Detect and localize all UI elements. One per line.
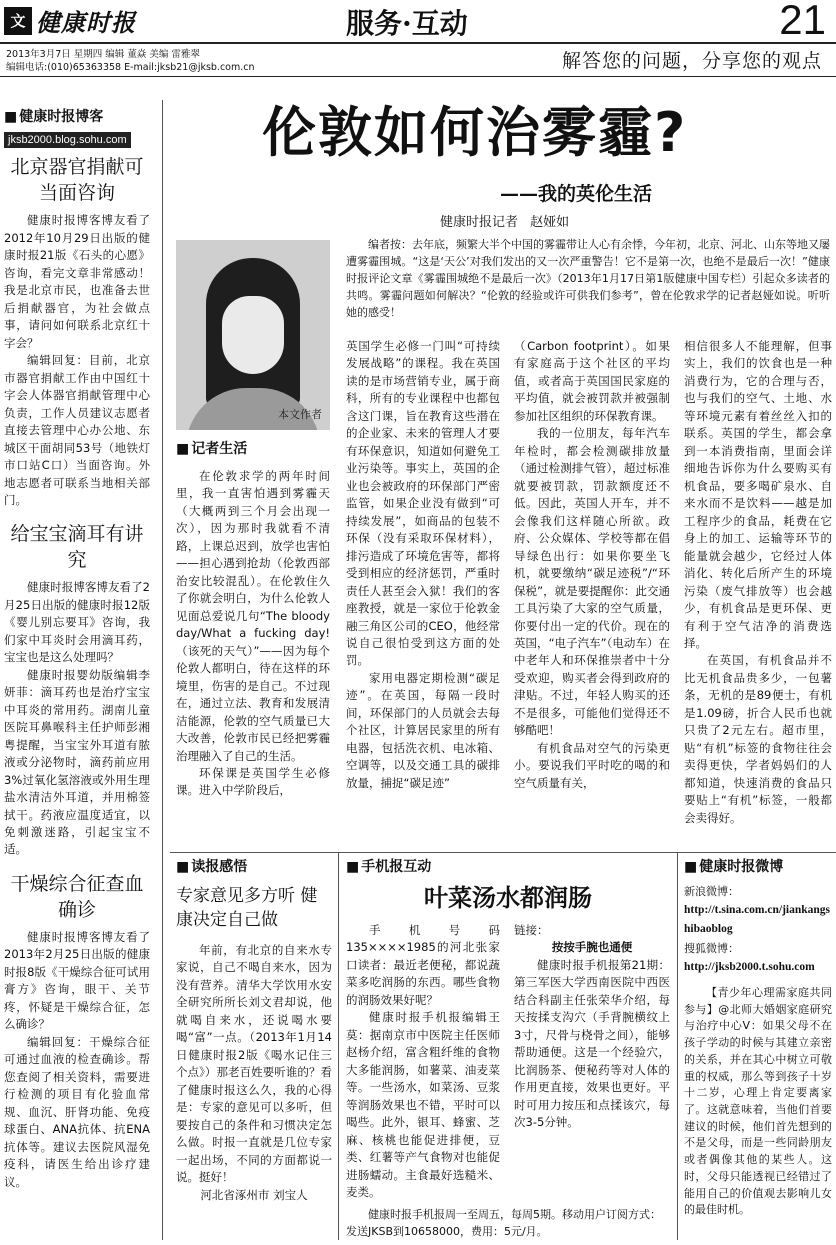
photo-caption: 本文作者 bbox=[278, 408, 322, 422]
feature-paragraph: 环保课是英国学生必修课。进入中学阶段后， bbox=[176, 765, 330, 798]
contact-line: 编辑电话:(010)65363358 E-mail:jksb21@jksb.com.cn bbox=[6, 62, 255, 73]
mobile-section-label: ■ 手机报互动 bbox=[346, 858, 431, 876]
reading-body: 年前，有北京的自来水专家说，自己不喝自来水，因为没有营养。清华大学饮用水安全研究所所长刘文君却说，他就喝自来水，还说喝水要喝“富”一点。（2013年1月14日健康时报2版《喝水记住三个点》）那老百姓要听谁的？看了健康时报这么久，我的心得是：专家的意见可以多听，但要按自己的条件和习惯决定怎么做。时报一直就是几位专家一起出场，不同的方面都说一说。挺好！ bbox=[176, 943, 332, 1185]
reader-question: 健康时报博客博友看了2012年10月29日出版的健康时报21版《石头的心愿》咨询，看完文章非常感动！我是北京市民，也准备去世后捐献器官，为社会做点事，请问如何联系北京红十字会？ bbox=[4, 213, 150, 350]
feature-paragraph: 在英国，有机食品并不比无机食品贵多少，一包薯条，无机的是89便士，有机是1.09磅，折合人民币也就只贵了2元左右。超市里，贴“有机”标签的食物往往会卖得更快，学者妈妈们的人都知道，快速消费的食品只要贴上“有机”标签，一般都会卖得好。 bbox=[684, 653, 832, 825]
issue-date: 2013年3月7日 星期四 编辑 董焱 美编 雷雅翠 bbox=[6, 49, 200, 60]
editor-reply: 编辑回复：目前，北京市器官捐献工作由中国红十字会人体器官捐献管理中心负责，工作人员建议志愿者直接去管理中心办公地、东城区干面胡同53号（地铁灯市口站C口）当面咨询。外地志愿者可联系当地相关部门。 bbox=[4, 353, 150, 507]
author-photo bbox=[176, 240, 330, 430]
weibo-links bbox=[684, 882, 832, 977]
weibo-column bbox=[684, 858, 832, 1219]
date-line bbox=[6, 48, 255, 74]
reading-title: 专家意见多方听 健康决定自己做 bbox=[176, 886, 318, 930]
reading-column bbox=[176, 858, 332, 1204]
link-title: 按按手腕也通便 bbox=[551, 940, 633, 955]
editor-note: 编者按：去年底，频繁大半个中国的雾霾带让人心有余悸，今年初，北京、河北、山东等地又屡遭雾霾围城。“这是‘天公’对我们发出的又一次严重警告！它不是第一次，也绝不是最后一次！”健康时报评论文章《雾霾围城绝不是最后一次》（2013年1月17日第1版健康中国专栏）引起众多读者的共鸣。雾霾问题如何解决？“伦敦的经验或许可供我们参考”，曾在伦敦求学的记者赵娅如说。听听她的感受！ bbox=[346, 238, 830, 320]
feature-paragraph: 在伦敦求学的两年时间里，我一直害怕遇到雾霾天（大概两到三个月会出现一次），因为那时我就看不清路，上课总迟到，放学也害怕——担心遇到抢劫（伦敦西部治安比较混乱）。在伦敦住久了你就会明白，为什么伦敦人见面总爱说几句“The bloody day/What a fucking day!（该死的天气）”——因为每个伦敦人都明白，待在这样的环境里，伤害的是自己。不过现在，通过立法、教育和发展清洁能源，伦敦的空气质量已大大改善，伦敦市民已经把雾霾治理融入了自己的生活。 bbox=[176, 469, 330, 763]
link-body: 健康时报手机报第21期：第三军医大学西南医院中西医结合科副主任张荣华介绍，每天按揉支沟穴（手背腕横纹上3寸，尺骨与桡骨之间），能够帮助通便。这是一个经验穴，比润肠茶、便秘药等对人体的作用更直接，效果也更好。平时可用力按压和点揉该穴，每次3-5分钟。 bbox=[514, 957, 670, 1130]
slogan: 解答您的问题，分享您的观点 bbox=[561, 50, 822, 72]
feature-paragraph: （Carbon footprint）。如果有家庭高于这个社区的平均值，或者高于英国国民家庭的平均值，就会被罚款并被强制参加社区组织的环保教育课。 bbox=[514, 339, 670, 423]
reader-question: 健康时报博客博友看了2月25日出版的健康时报12版《婴儿别忘要耳》咨询，我们家中耳炎时会用滴耳药，宝宝也是这么处理吗？ bbox=[4, 580, 150, 665]
feature-paragraph: 我的一位朋友，每年汽车年检时，都会检测碳排放量（通过检测排气管），超过标准就要被罚款，罚款额度还不低。因此，英国人开车，并不会像我们这样随心所欲。政府、公众媒体、学校等都在倡导绿色出行：如果你要坐飞机，就要缴纳“碳足迹税”/“环保税”，就是要提醒你：此交通工具污染了大家的空气质量，你要付出一定的代价。现在的英国，“电子汽车”（电动车）在中老年人和环保推崇者中十分受欢迎，购买者会得到政府的津贴。不过，年轻人购买的还不是很多，可能他们觉得还不够酷吧！ bbox=[514, 426, 670, 738]
weibo-section-label: ■ 健康时报微博 bbox=[684, 858, 832, 876]
sina-url[interactable]: http://t.sina.com.cn/jiankangshibaoblog bbox=[684, 904, 831, 935]
divider bbox=[0, 76, 836, 77]
feature-paragraph: 相信很多人不能理解，但事实上，我们的饮食也是一种消费行为，它的合理与否，也与我们的空气、土地、水等环境元素有着丝丝入扣的联系。英国的学生，都会拿到一本消费指南，里面会详细地告诉你为什么要购买有机食品，要多喝矿泉水、自来水而不是饮料——越是加工程序少的食品，耗费在它身上的加工、运输等环节的能量就会越少，它经过人体消化、转化后所产生的环境污染（废气排放等）也会越少，有机食品是更环保、更有利于空气洁净的消费选择。 bbox=[684, 339, 832, 650]
logo-text: 健康时报 bbox=[36, 8, 136, 37]
page-number: 21 bbox=[779, 0, 826, 43]
link-label: 链接： bbox=[514, 923, 549, 937]
sohu-url[interactable]: http://jksb2000.t.sohu.com bbox=[684, 961, 815, 973]
mobile-column-1 bbox=[346, 922, 500, 1202]
blog-column bbox=[4, 108, 150, 1191]
reader-question: 健康时报博客博友看了2013年2月25日出版的健康时报8版《干燥综合征可试用膏方》咨询，眼干、关节疼，怀疑是干燥综合征，怎么确诊？ bbox=[4, 929, 150, 1032]
reading-section-label: ■ 读报感悟 bbox=[176, 858, 332, 876]
divider bbox=[170, 852, 836, 853]
feature-subhead: ——我的英伦生活 bbox=[500, 183, 653, 205]
mobile-column-2 bbox=[514, 922, 670, 1132]
masthead bbox=[0, 0, 836, 44]
section-title: 服务·互动 bbox=[346, 7, 468, 40]
life-section-label: ■ 记者生活 bbox=[176, 440, 330, 458]
editor-reply: 健康时报婴幼版编辑李妍菲：滴耳药也是治疗宝宝中耳炎的常用药。湖南儿童医院耳鼻喉科主任护师彭湘粤提醒，当宝宝外耳道有脓液或分泌物时，滴药前应用3%过氧化氢溶液或外用生理盐水清洁外耳道，并用棉签拭干。药液应温度适宜，以免刺激迷路，引起宝宝不适。 bbox=[4, 667, 150, 857]
photo-face bbox=[222, 296, 284, 374]
divider bbox=[162, 100, 163, 1240]
feature-paragraph: 有机食品对空气的污染更小。要说我们平时吃的喝的和空气质量有关， bbox=[514, 740, 670, 790]
feature-headline: 伦敦如何治雾霾? bbox=[262, 101, 688, 164]
mobile-reply: 健康时报手机报编辑王莫：据南京市中医院主任医师赵杨介绍，富含粗纤维的食物大多能润肠，如薯菜、油麦菜等。一些汤水，如菜汤、豆浆等润肠效果也不错，平时可以喝些。此外，银耳、蜂蜜、芝麻、核桃也能促进排便，豆类、红薯等产气食物对也能促进肠蠕动。主食最好选糙米、麦类。 bbox=[346, 1010, 500, 1200]
article-title: 给宝宝滴耳有讲究 bbox=[10, 523, 144, 572]
mobile-question: 手机号码135××××1985的河北张家口读者：最近老便秘，都说蔬菜多吃润肠的东西。哪些食物的润肠效果好呢？ bbox=[346, 923, 500, 1007]
feature-paragraph: 英国学生必修一门叫“可持续发展战略”的课程。我在英国读的是市场营销专业，属于商科，所有的专业课程中也都包含这门课，旨在教育这些潜在的企业家、未来的管理人才要有环保意识，知道如何避免工业污染等。事实上，英国的企业也会被政府的环保部门严密监管，如果企业没有做到“可持续发展”，如商品的包装不环保（没有采取环保材料），排污造成了环境危害等，都将受到相应的经济惩罚，严重时责任人甚至会入狱！我们的客座教授，就是一家位于伦敦金融三角区公司的CEO，他经常说自己很怕受到这方面的处罚。 bbox=[346, 339, 500, 668]
feature-column-4 bbox=[684, 338, 832, 827]
feature-column-1 bbox=[176, 440, 330, 800]
article-title: 干燥综合征查血确诊 bbox=[10, 872, 144, 921]
feature-column-3 bbox=[514, 338, 670, 792]
logo-mark: 文 bbox=[4, 7, 32, 35]
editor-reply: 编辑回复：干燥综合征可通过血液的检查确诊。帮您查阅了相关资料，需要进行检测的项目有化验血常规、血沉、肝肾功能、免疫球蛋白、ANA抗体、抗ENA抗体等。建议去医院风湿免疫科，请医生给出诊疗建议。 bbox=[4, 1034, 150, 1189]
sohu-label: 搜狐微博： bbox=[684, 942, 739, 955]
mobile-title: 叶菜汤水都润肠 bbox=[424, 883, 592, 912]
sina-label: 新浪微博： bbox=[684, 885, 739, 898]
divider bbox=[677, 852, 678, 1240]
reading-signature: 河北省涿州市 刘宝人 bbox=[200, 1187, 308, 1202]
byline: 健康时报记者 赵娅如 bbox=[440, 215, 570, 230]
article-title: 北京器官捐献可当面咨询 bbox=[10, 156, 144, 205]
divider bbox=[338, 852, 339, 1240]
feature-column-2 bbox=[346, 338, 500, 792]
weibo-post: 【青少年心理需家庭共同参与】@北师大婚姻家庭研究与治疗中心V：如果父母不在孩子学动的时候与其建立亲密的关系，并在其心中树立可敬重的权威，那么等到孩子十岁十二岁，心理上肯定要离家了。这就意味着，当他们首要建议的时候，他们首先想到的不是父母，而是一些同龄朋友或者偶像其他的某些人。这时，父母只能透视已经错过了能用自己的价值观去影响儿女的最佳时机。 bbox=[684, 986, 832, 1217]
blog-section-label: ■ 健康时报博客 bbox=[4, 108, 150, 126]
feature-paragraph: 家用电器定期检测“碳足迹”。在英国，每隔一段时间，环保部门的人员就会去每个社区，计算居民家里的所有电器，包括洗衣机、电冰箱、空调等，以及交通工具的碳排放量，捕捉“碳足迹” bbox=[346, 670, 500, 790]
blog-url[interactable]: jksb2000.blog.sohu.com bbox=[4, 132, 131, 148]
mobile-footer: 健康时报手机报周一至周五，每周5期。移动用户订阅方式：发送JKSB到10658000，费用：5元/月。 bbox=[346, 1208, 661, 1238]
